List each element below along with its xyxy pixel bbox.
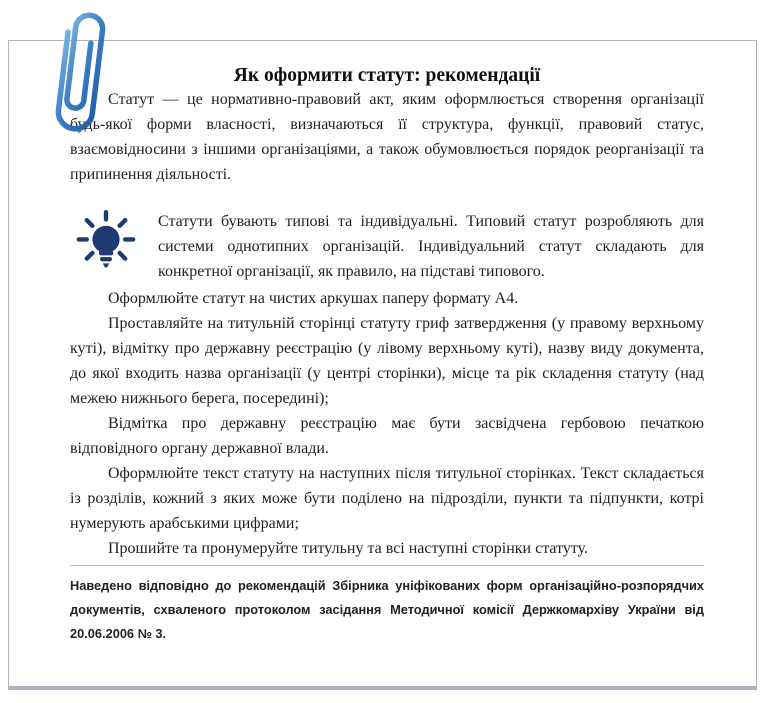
footnote: Наведено відповідно до рекомендацій Збірника уніфікованих форм організаційно-розпорядчих документів, схваленого протоколом засідання Методичної комісії Держкомархіву України від 20.06.2006 № 3. — [70, 578, 704, 641]
page-title: Як оформити статут: рекомендації — [233, 65, 541, 86]
paperclip-icon — [30, 4, 130, 144]
paragraph-intro: Статут — це нормативно-правовий акт, яким оформлюється створення організації будь-якої форми власності, визначаються її структура, функції, правовий статус, взаємовідносини з іншими організаціями, а також обумовлюється порядок реорганізації та припинення діяльності. — [70, 91, 704, 183]
paragraph-stitch: Прошийте та пронумеруйте титульну та всі наступні сторінки статуту. — [108, 540, 589, 557]
lightbulb-icon — [70, 209, 158, 286]
paragraph-title-page: Проставляйте на титульній сторінці статуту гриф затвердження (у правому верхньому куті), відмітку про державну реєстрацію (у лівому верхньому куті), назву виду документа, до якої входить назва організації (у центрі сторінки), місце та рік складення статуту (над межею нижнього берега, посередині); — [70, 315, 704, 407]
tip-block — [70, 209, 704, 286]
paragraph-text-structure: Оформлюйте текст статуту на наступних після титульної сторінках. Текст складається із розділів, кожний з яких може бути поділено на підрозділи, пункти та підпункти, котрі нумерують арабськими цифрами; — [70, 465, 704, 532]
paragraph-stamp: Відмітка про державну реєстрацію має бути засвідчена гербовою печаткою відповідного органу державної влади. — [70, 415, 704, 457]
paragraph-tip: Статути бувають типові та індивідуальні. Типовий статут розробляють для системи однотипних організацій. Індивідуальний статут складають для конкретної організації, як правило, на підставі типового. — [158, 213, 704, 280]
footnote-divider — [70, 565, 704, 566]
paragraph-paper-format: Оформлюйте статут на чистих аркушах паперу формату А4. — [108, 290, 519, 307]
